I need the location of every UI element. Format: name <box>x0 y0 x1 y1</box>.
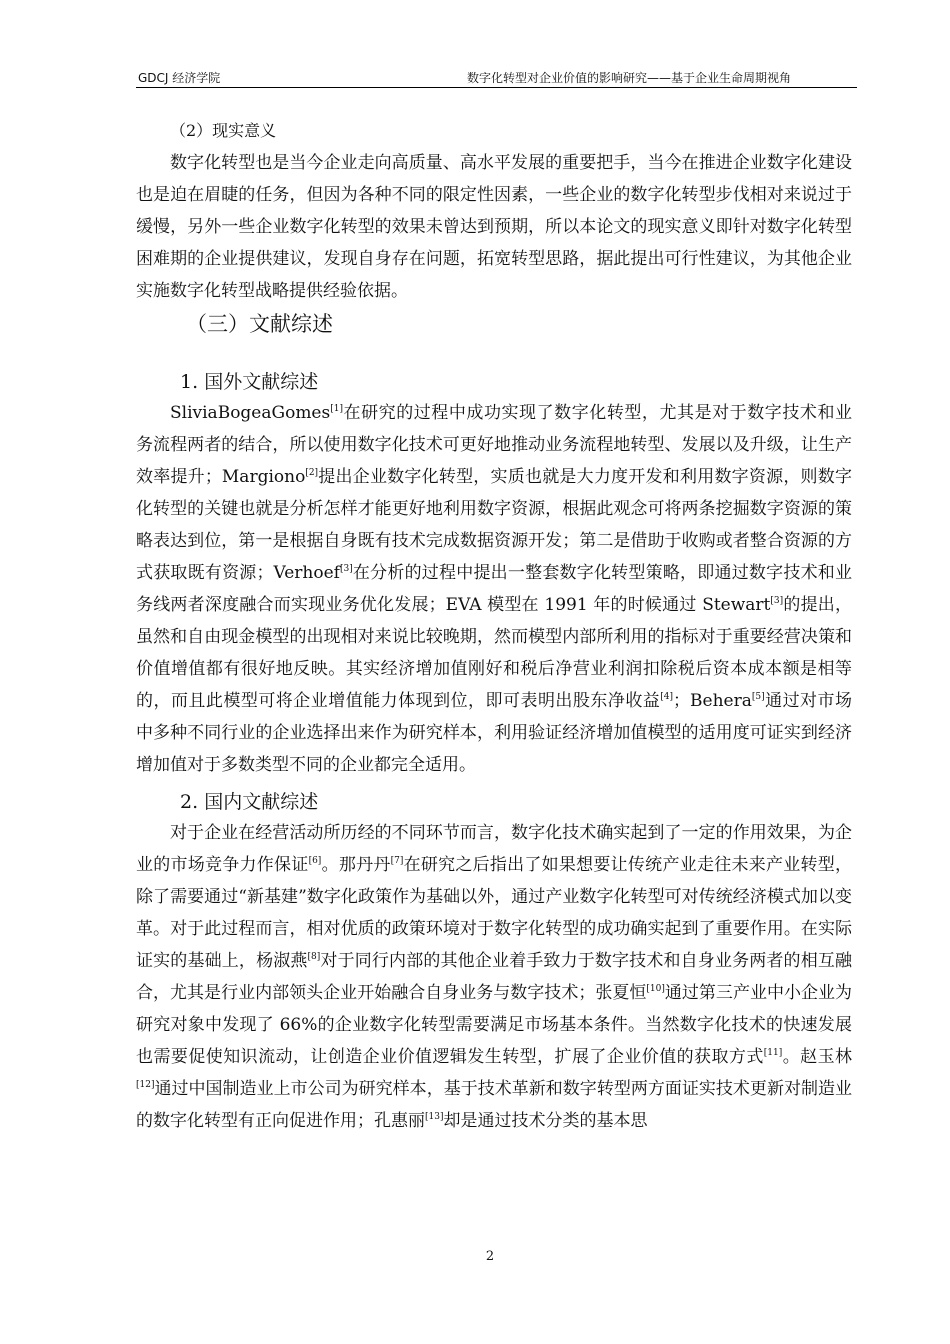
page-body <box>136 115 852 1137</box>
heading-number: 1. <box>180 371 199 393</box>
paragraph-practical: 数字化转型也是当今企业走向高质量、高水平发展的重要把手，当今在推进企业数字化建设也是迫在眉睫的任务，但因为各种不同的限定性因素，一些企业的数字化转型步伐相对来说过于缓慢，另外一些企业数字化转型的效果未曾达到预期，所以本论文的现实意义即针对数字化转型困难期的企业提供建议，发现自身存在问题，拓宽转型思路，据此提出可行性建议，为其他企业实施数字化转型战略提供经验依据。 <box>136 153 852 301</box>
page-number: 2 <box>485 1249 495 1264</box>
subsection-label-practical: （2）现实意义 <box>170 121 277 140</box>
text-run: 。赵玉林 <box>782 1047 853 1067</box>
header-rule <box>136 87 857 88</box>
text-run: 提出企业数字化转型，实质也就是大力度开发和利用数字资源，则数字化转型的关键也就是分析怎样才能更好地利用数字资源，根据此观念可将两条挖掘数字资源的策略表达到位，第一是根据自身既有技术完成数据资源开发；第二是借助于收购或者整合资源的方式获取既有资源；Verhoef <box>136 467 853 583</box>
text-run: 通过中国制造业上市公司为研究样本，基于技术革新和数字转型两方面证实技术更新对制造业的数字化转型有正向促进作用；孔惠丽 <box>136 1079 852 1131</box>
text-run: 在研究之后指出了如果想要让传统产业走往未来产业转型，除了需要通过“新基建”数字化政策作为基础以外，通过产业数字化转型可对传统经济模式加以变革。对于此过程而言，相对优质的政策环境对于数字化转型的成功确实起到了重要作用。在实际证实的基础上，杨淑燕 <box>136 855 853 971</box>
citation-ref: [13] <box>425 1112 444 1122</box>
page-header <box>136 69 857 87</box>
citation-ref: [11] <box>763 1048 783 1058</box>
citation-ref: [10] <box>646 984 665 994</box>
text-run: 对于企业在经营活动所历经的不同环节而言，数字化技术确实起到了一定的作用效果，为企业的市场竞争力作保证 <box>136 823 852 875</box>
text-run: 在研究的过程中成功实现了数字化转型，尤其是对于数字技术和业务流程两者的结合，所以使用数字化技术可更好地推动业务流程地转型、发展以及升级，让生产效率提升；Margiono <box>136 403 852 487</box>
citation-ref: [12] <box>136 1080 155 1090</box>
citation-ref: [8] <box>307 952 321 962</box>
citation-ref: [3] <box>339 564 353 574</box>
spacer <box>136 339 852 367</box>
heading-text: 国内文献综述 <box>204 791 319 813</box>
text-run: 。那丹丹 <box>321 855 391 875</box>
citation-ref: [1] <box>330 404 343 414</box>
citation-ref: [2] <box>305 468 319 478</box>
text-run: 的提出，虽然和自由现金模型的出现相对来说比较晚期，然而模型内部所利用的指标对于重要经营决策和价值增值都有很好地反映。其实经济增加值刚好和税后净营业利润扣除税后资本成本额是相等的，而且此模型可将企业增值能力体现到位，即可表明出股东净收益 <box>136 595 853 711</box>
header-institution: GDCJ 经济学院 <box>138 71 221 85</box>
heading-text: 国外文献综述 <box>204 371 319 393</box>
paragraph-foreign-literature <box>136 397 852 781</box>
text-run: 在分析的过程中提出一整套数字化转型策略，即通过数字技术和业务线两者深度融合而实现业务优化发展；EVA 模型在 1991 年的时候通过 Stewart <box>136 563 852 615</box>
citation-ref: [6] <box>308 856 322 866</box>
citation-ref: [7] <box>390 856 404 866</box>
text-run: 通过对市场中多种不同行业的企业选择出来作为研究样本，利用验证经济增加值模型的适用度可证实到经济增加值对于多数类型不同的企业都完全适用。 <box>136 691 853 775</box>
text-run: ；Behera <box>673 691 752 711</box>
citation-ref: [5] <box>751 692 765 702</box>
section-heading-literature: （三）文献综述 <box>186 312 333 336</box>
citation-ref: [3] <box>770 596 784 606</box>
text-run: 通过第三产业中小企业为研究对象中发现了 66%的企业数字化转型需要满足市场基本条件。当然数字化技术的快速发展也需要促使知识流动，让创造企业价值逻辑发生转型，扩展了企业价值的获取方式 <box>136 983 853 1067</box>
header-thesis-title: 数字化转型对企业价值的影响研究——基于企业生命周期视角 <box>466 71 791 85</box>
text-run: SliviaBogeaGomes <box>170 403 331 423</box>
citation-ref: [4] <box>660 692 674 702</box>
heading-foreign-literature <box>136 367 852 397</box>
heading-number: 2. <box>180 791 199 813</box>
text-run: 对于同行内部的其他企业着手致力于数字技术和自身业务两者的相互融合，尤其是行业内部领头企业开始融合自身业务与数字技术；张夏恒 <box>136 951 853 1003</box>
paragraph-domestic-literature <box>136 817 852 1137</box>
text-run: 却是通过技术分类的基本思 <box>443 1111 648 1131</box>
heading-domestic-literature <box>136 787 852 817</box>
